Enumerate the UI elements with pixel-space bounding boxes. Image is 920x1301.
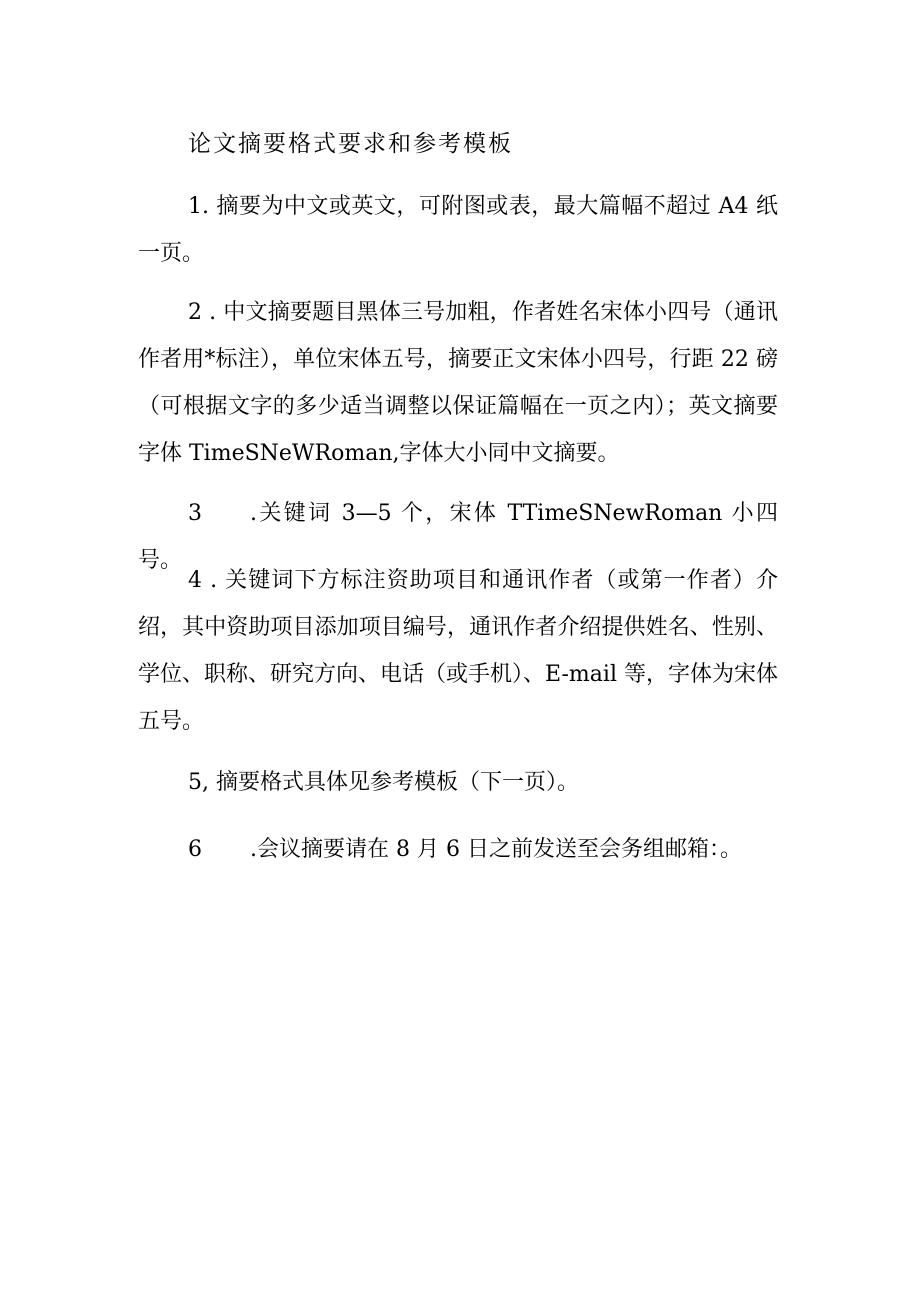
paragraph-number-2: 2 [188,300,202,325]
requirement-paragraph-6 [138,826,778,873]
paragraph-text-4: . 关键词下方标注资助项目和通讯作者（或第一作者）介绍，其中资助项目添加项目编号，通讯作者介绍提供姓名、性别、学位、职称、研究方向、电话（或手机）、E-mail 等，字体为宋体五号。 [138,568,778,734]
paragraph-text-1: 摘要为中文或英文，可附图或表，最大篇幅不超过 A4 纸一页。 [138,194,778,266]
paragraph-text-6: .会议摘要请在 8 月 6 日之前发送至会务组邮箱：。 [250,837,742,862]
paragraph-number-5: 5, [188,770,209,795]
paragraph-text-2: . 中文摘要题目黑体三号加粗，作者姓名宋体小四号（通讯作者用*标注），单位宋体五号，摘要正文宋体小四号，行距 22 磅（可根据文字的多少适当调整以保证篇幅在一页之内）；英文摘要字体 TimeSNeWRoman,字体大小同中文摘要。 [138,300,778,466]
paragraph-number-4: 4 [188,568,202,593]
paragraph-number-1: 1. [188,194,209,219]
paragraph-number-3: 3 [188,501,202,526]
document-title: 论文摘要格式要求和参考模板 [188,131,513,157]
requirement-paragraph-2 [138,289,778,477]
paragraph-text-3: .关键词 3—5 个，宋体 TTimeSNewRoman 小四号。 [138,501,778,573]
paragraph-number-6: 6 [188,837,202,862]
paragraph-text-5: 摘要格式具体见参考模板（下一页）。 [209,770,579,795]
requirement-paragraph-4 [138,557,778,745]
requirement-paragraph-5 [138,759,778,806]
requirement-paragraph-1 [138,183,778,277]
